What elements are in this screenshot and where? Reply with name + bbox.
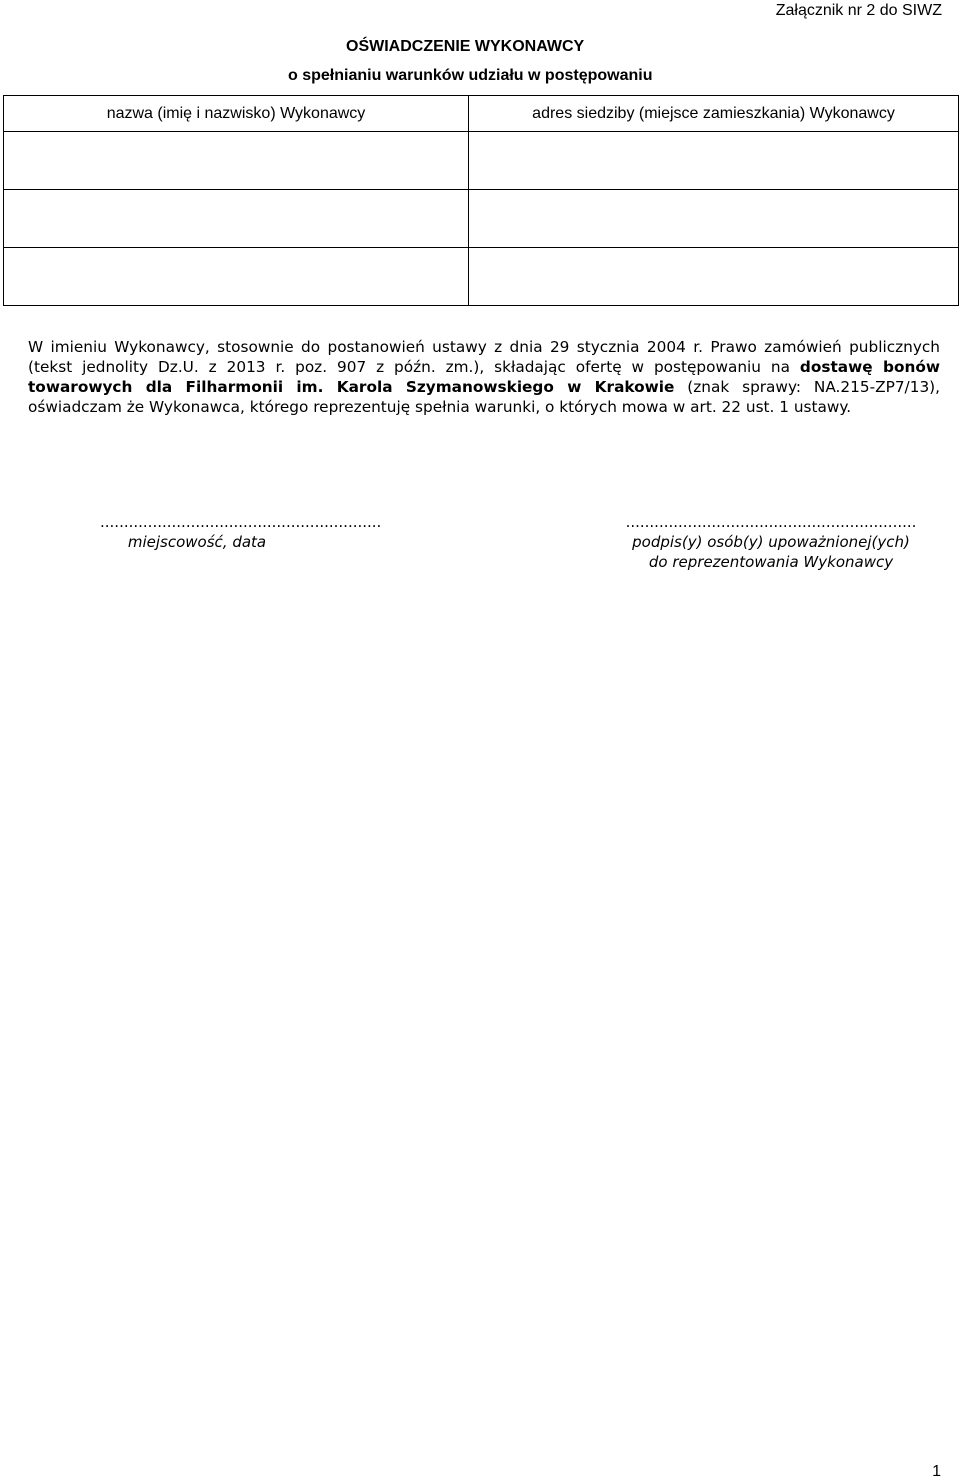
signature-label-line1: podpis(y) osób(y) upoważnionej(ych) [632, 533, 910, 551]
address-cell[interactable] [469, 132, 959, 190]
place-date-signature [100, 512, 382, 552]
document-title: OŚWIADCZENIE WYKONAWCY [346, 38, 585, 55]
signature-label-line2: do reprezentowania Wykonawcy [648, 553, 894, 571]
column-header-name: nazwa (imię i nazwisko) Wykonawcy [4, 96, 469, 132]
table-row [4, 132, 959, 190]
authorized-signature [596, 512, 946, 572]
statement-text: W imieniu Wykonawcy, stosownie do postanowień ustawy z dnia 29 stycznia 2004 r. Prawo zamówień publicznych (tekst jednolity Dz.U. z 2013 r. poz. 907 z późn. zm.), składając ofertę w postępowaniu na [28, 338, 940, 376]
place-date-dots[interactable]: ........................................................... [100, 513, 382, 531]
table-header-row [4, 96, 959, 132]
place-date-label: miejscowość, data [127, 533, 267, 551]
address-cell[interactable] [469, 190, 959, 248]
table-row [4, 190, 959, 248]
statement-text-end: (znak sprawy: NA.215-ZP7/13), oświadczam że Wykonawca, którego reprezentuję spełnia warunki, o których mowa w art. 22 ust. 1 ustawy. [28, 378, 941, 416]
statement-paragraph [28, 337, 940, 417]
column-header-address: adres siedziby (miejsce zamieszkania) Wykonawcy [469, 96, 959, 132]
annex-label: Załącznik nr 2 do SIWZ [775, 2, 942, 19]
name-cell[interactable] [4, 190, 469, 248]
table-row [4, 248, 959, 306]
statement-subject: dostawę bonów towarowych dla Filharmonii im. Karola Szymanowskiego w Krakowie [28, 358, 940, 396]
page-number: 1 [932, 1463, 941, 1480]
name-cell[interactable] [4, 132, 469, 190]
address-cell[interactable] [469, 248, 959, 306]
name-cell[interactable] [4, 248, 469, 306]
document-subtitle: o spełnianiu warunków udziału w postępowaniu [288, 67, 653, 84]
signature-dots[interactable]: ............................................................. [625, 513, 917, 531]
contractor-table [3, 95, 959, 306]
